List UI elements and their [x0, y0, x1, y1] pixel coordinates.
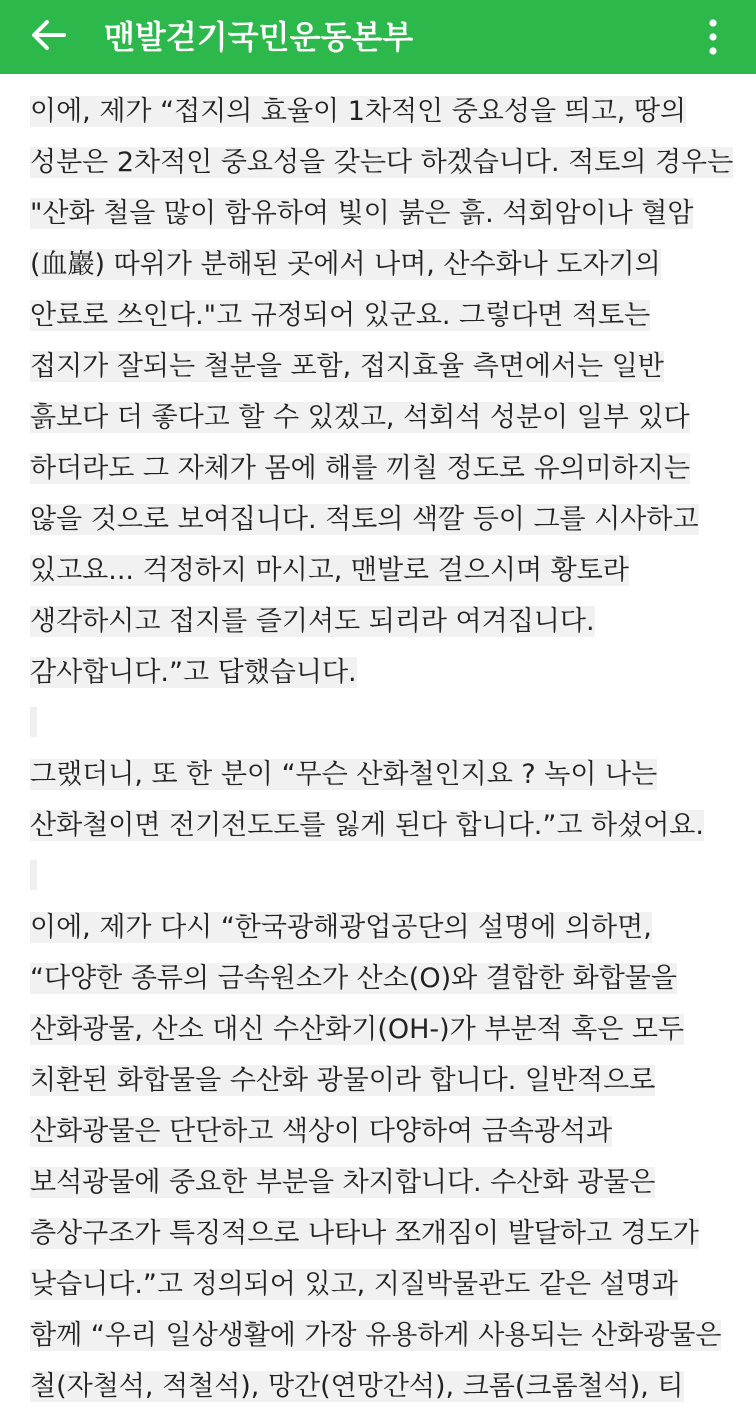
paragraph-text: 그랬더니, 또 한 분이 “무슨 산화철인지요 ? 녹이 나는 산화철이면 전기전도도를 잃게 된다 합니다.”고 하셨어요. [30, 759, 704, 841]
more-options-button[interactable] [698, 12, 728, 62]
article-paragraph [30, 902, 734, 1412]
paragraph-text: 이에, 제가 “접지의 효율이 1차적인 중요성을 띄고, 땅의 성분은 2차적인 중요성을 갖는다 하겠습니다. 적토의 경우는 "산화 철을 많이 함유하여 빛이 붉은 흙. 석회암이나 혈암(血巖) 따위가 분해된 곳에서 나며, 산수화나 도자기의 안료로 쓰인다."고 규정되어 있군요. 그렇다면 적토는 접지가 잘되는 철분을 포함, 접지효율 측면에서는 일반 흙보다 더 좋다고 할 수 있겠고, 석회석 성분이 일부 있다 하더라도 그 자체가 몸에 해를 끼칠 정도로 유의미하지는 않을 것으로 보여집니다. 적토의 색깔 등이 그를 시사하고 있고요... 걱정하지 마시고, 맨발로 걸으시며 황토라 생각하시고 접지를 즐기셔도 되리라 여겨집니다. 감사합니다.”고 답했습니다. [30, 96, 734, 688]
empty-line-marker [30, 707, 37, 737]
more-vertical-icon [708, 18, 718, 56]
empty-line-marker [30, 860, 37, 890]
paragraph-spacer [30, 851, 734, 902]
arrow-left-icon [30, 18, 68, 52]
app-bar [0, 0, 756, 74]
paragraph-spacer [30, 698, 734, 749]
paragraph-text: 이에, 제가 다시 “한국광해광업공단의 설명에 의하면, “다양한 종류의 금속원소가 산소(O)와 결합한 화합물을 산화광물, 산소 대신 수산화기(OH-)가 부분적 혹은 모두 치환된 화합물을 수산화 광물이라 합니다. 일반적으로 산화광물은 단단하고 색상이 다양하여 금속광석과 보석광물에 중요한 부분을 차지합니다. 수산화 광물은 층상구조가 특징적으로 나타나 쪼개짐이 발달하고 경도가 낮습니다.”고 정의되어 있고, 지질박물관도 같은 설명과 함께 “우리 일상생활에 가장 유용하게 사용되는 산화광물은 철(자철석, 적철석), 망간(연망간석), 크롬(크롬철석), 티 [30, 912, 722, 1402]
article-paragraph [30, 86, 734, 698]
back-button[interactable] [26, 12, 72, 58]
article-content [0, 86, 756, 1402]
article-paragraph [30, 749, 734, 851]
page-title: 맨발걷기국민운동본부 [104, 18, 414, 56]
